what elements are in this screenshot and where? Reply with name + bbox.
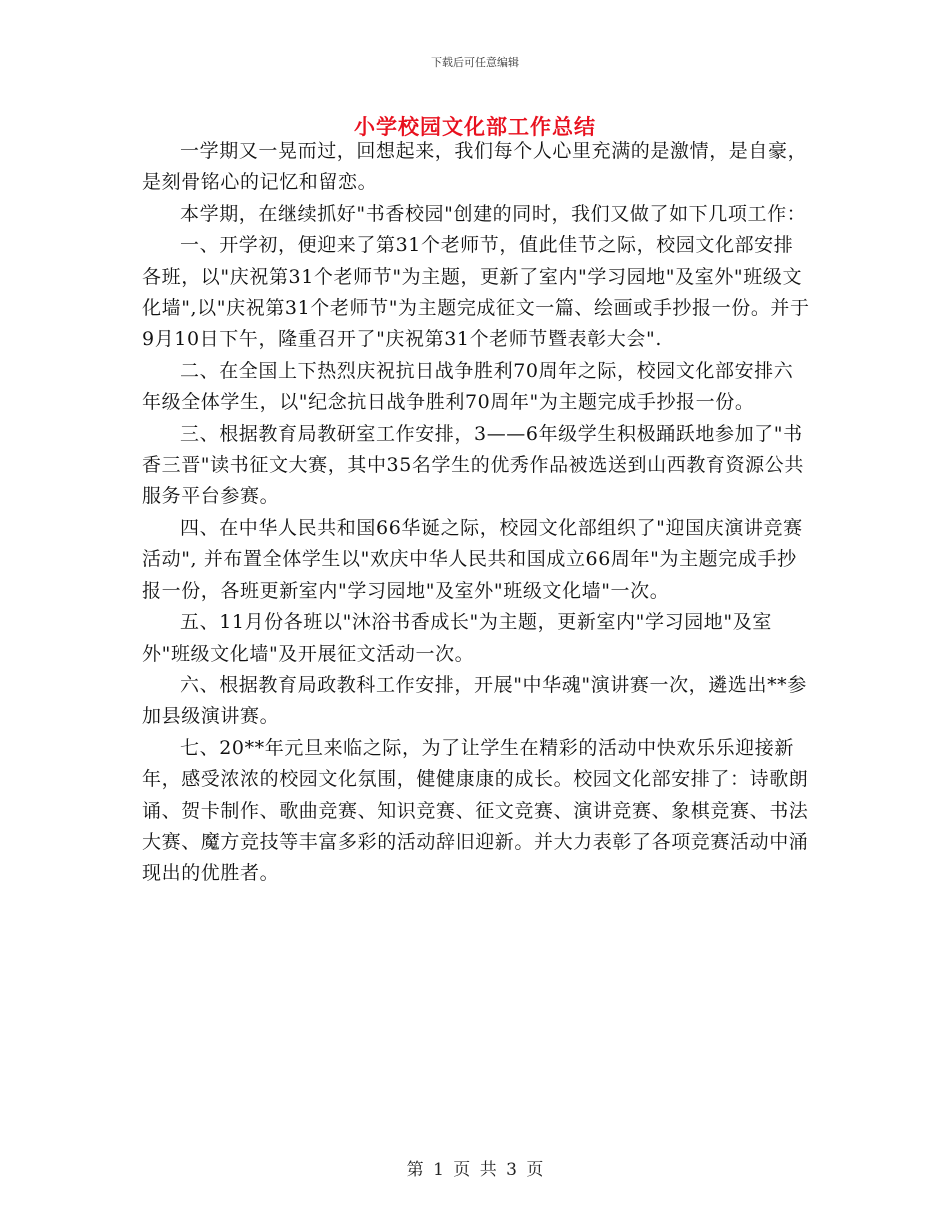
paragraph-item-7: 七、20**年元旦来临之际，为了让学生在精彩的活动中快欢乐乐迎接新年，感受浓浓的校园文化氛围，健健康康的成长。校园文化部安排了：诗歌朗诵、贺卡制作、歌曲竞赛、知识竞赛、征文竞赛、演讲竞赛、象棋竞赛、书法大赛、魔方竞技等丰富多彩的活动辞旧迎新。并大力表彰了各项竞赛活动中涌现出的优胜者。 xyxy=(142,736,809,885)
document-body xyxy=(142,136,812,890)
paragraph-item-3: 三、根据教育局教研室工作安排，3——6年级学生积极踊跃地参加了"书香三晋"读书征文大赛，其中35名学生的优秀作品被选送到山西教育资源公共服务平台参赛。 xyxy=(142,422,804,508)
paragraph-overview: 本学期，在继续抓好"书香校园"创建的同时，我们又做了如下几项工作： xyxy=(180,202,807,225)
document-title: 小学校园文化部工作总结 xyxy=(354,114,596,139)
paragraph-item-6: 六、根据教育局政教科工作安排，开展"中华魂"演讲赛一次，遴选出**参加县级演讲赛。 xyxy=(142,673,807,728)
paragraph-item-5: 五、11月份各班以"沐浴书香成长"为主题，更新室内"学习园地"及室外"班级文化墙"及开展征文活动一次。 xyxy=(142,611,772,665)
paragraph-item-2: 二、在全国上下热烈庆祝抗日战争胜利70周年之际，校园文化部安排六年级全体学生，以"纪念抗日战争胜利70周年"为主题完成手抄报一份。 xyxy=(142,359,794,414)
page-header-note: 下载后可任意编辑 xyxy=(431,56,519,69)
page-number-footer: 第 1 页 共 3 页 xyxy=(406,1160,544,1180)
paragraph-item-1: 一、开学初，便迎来了第31个老师节，值此佳节之际，校园文化部安排各班，以"庆祝第31个老师节"为主题，更新了室内"学习园地"及室外"班级文化墙",以"庆祝第31个老师节"为主题完成征文一篇、绘画或手抄报一份。并于9月10日下午，隆重召开了"庆祝第31个老师节暨表彰大会". xyxy=(142,234,810,351)
paragraph-item-4: 四、在中华人民共和国66华诞之际，校园文化部组织了"迎国庆演讲竞赛活动", 并布置全体学生以"欢庆中华人民共和国成立66周年"为主题完成手抄报一份，各班更新室内"学习园地"及室外"班级文化墙"一次。 xyxy=(142,516,803,602)
paragraph-intro: 一学期又一晃而过，回想起来，我们每个人心里充满的是激情，是自豪，是刻骨铭心的记忆和留恋。 xyxy=(142,140,808,194)
